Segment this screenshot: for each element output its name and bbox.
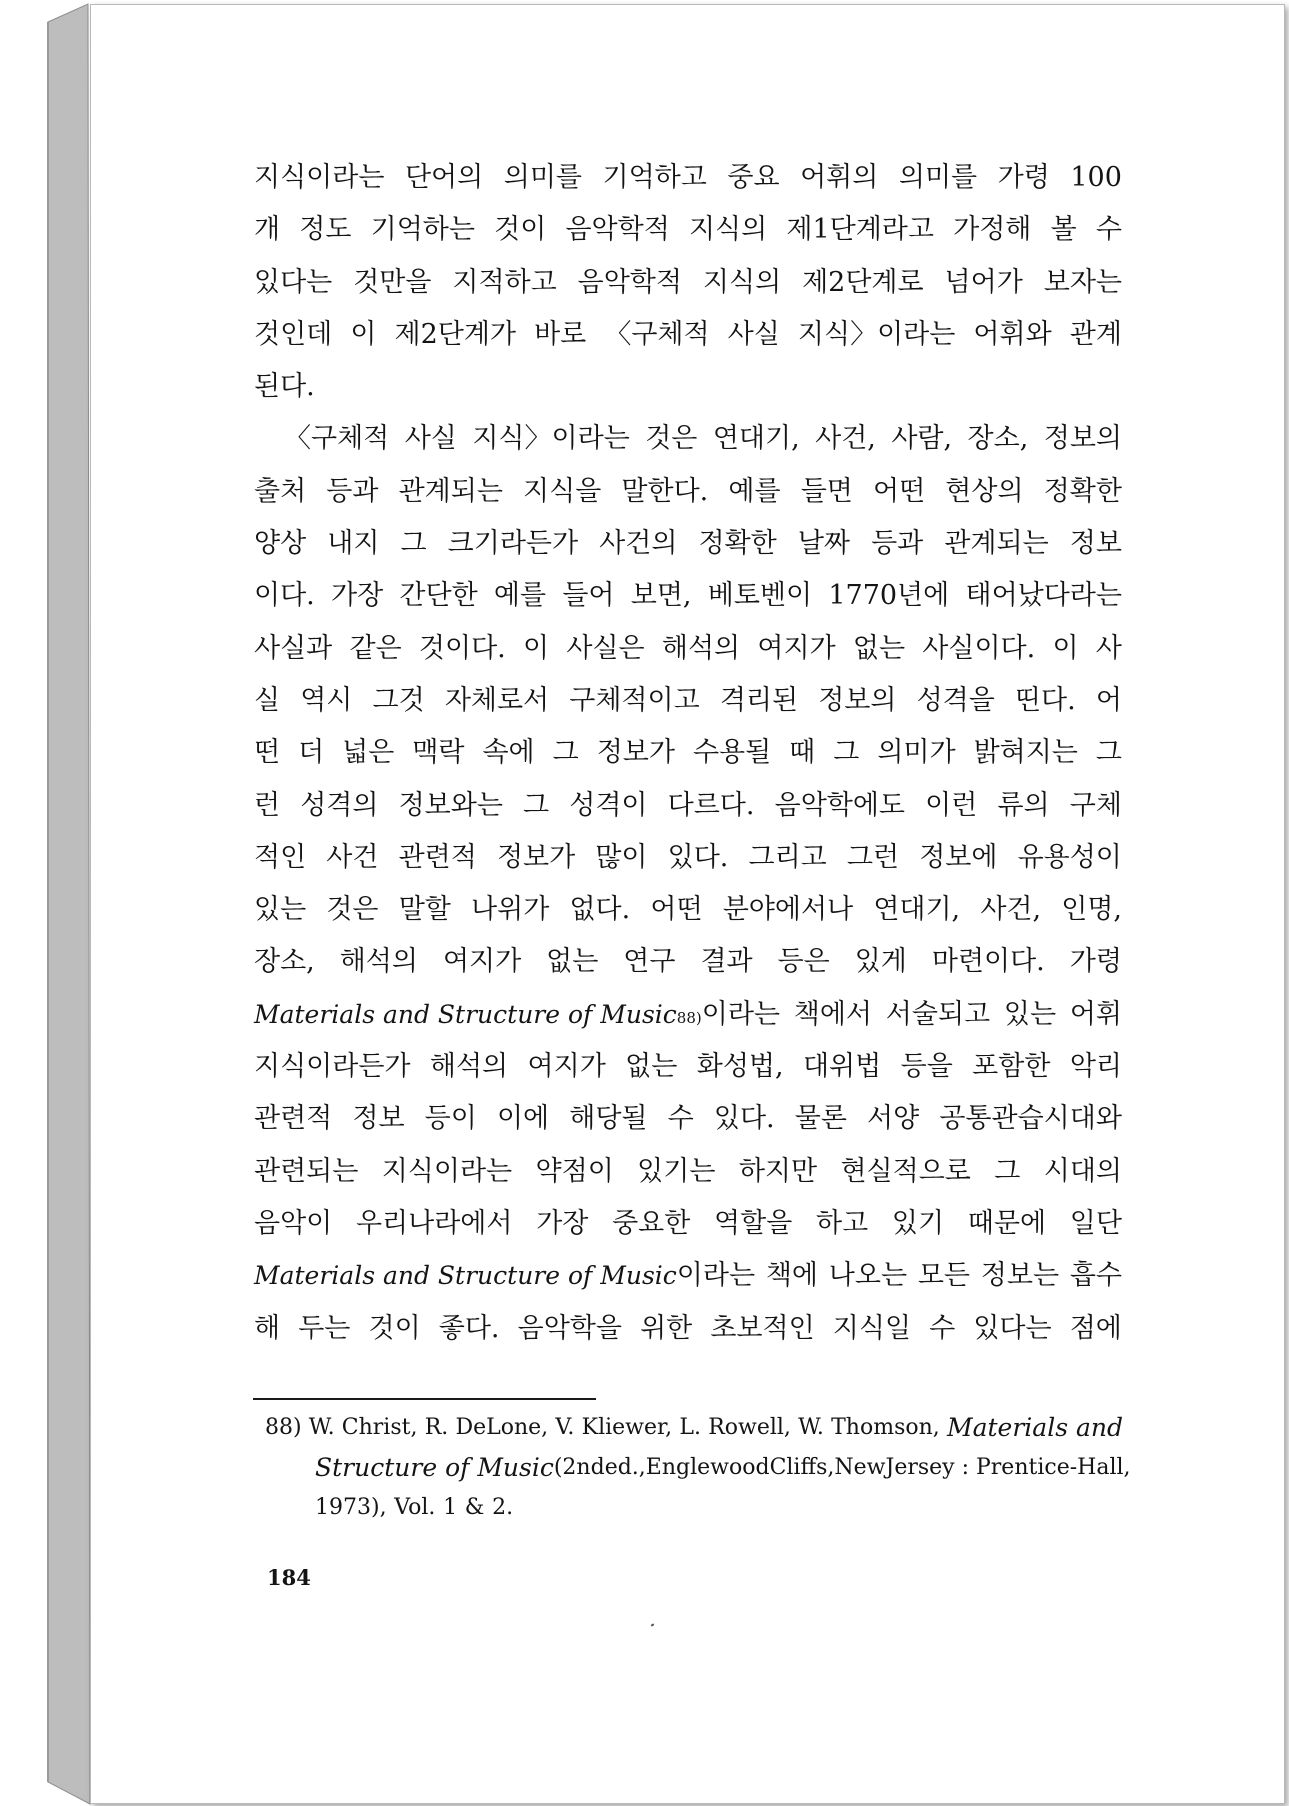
word: 개 [254, 214, 281, 246]
word: 관계되는 [398, 475, 503, 507]
word: 간단한 [399, 580, 478, 612]
footnote-word: New [834, 1455, 886, 1480]
word: 의미가 [877, 737, 956, 769]
word: 크기라든가 [447, 528, 579, 560]
word: 관계되는 [944, 528, 1049, 560]
word: 것이 [368, 1312, 421, 1344]
word: 베토벤이 [707, 580, 813, 612]
text-line [254, 518, 1122, 570]
word: 지식이라든가 [254, 1051, 411, 1083]
word: 떤 [254, 737, 281, 769]
word: 정보가 [596, 737, 675, 769]
word: 있기 [891, 1207, 945, 1239]
word: 띤다. [1014, 684, 1076, 716]
footnote-word: 1 [443, 1495, 458, 1520]
word: 있다. [713, 1103, 775, 1135]
word: 자체로서 [444, 684, 550, 716]
word: 가장 [536, 1207, 589, 1239]
footnote [265, 1408, 1131, 1528]
footnote-word: V. [555, 1415, 575, 1440]
word: 장소, [967, 423, 1029, 455]
word: 마련이다. [931, 946, 1045, 978]
footnote-word: Christ, [341, 1415, 418, 1440]
word: 태어났다라는 [965, 580, 1122, 612]
word: 수 [667, 1103, 694, 1135]
word: 대위법 [802, 1051, 882, 1083]
word: 예를 [728, 475, 781, 507]
word: 된다. [254, 371, 315, 403]
footnote-word: Englewood [645, 1455, 770, 1480]
word: 사실 [727, 318, 780, 350]
footnote-word: Jersey : Prentice-Hall, [885, 1455, 1131, 1480]
word: 말할 [398, 894, 451, 926]
text-line: Materials and Structure of Music 88) 이라는 책에서 서술되고 있는 어휘 [254, 989, 1122, 1041]
text-line [254, 884, 1122, 936]
word: 제2단계로 [802, 266, 924, 298]
footnote-word: Thomson, [831, 1415, 940, 1440]
word: 어휘와 [973, 318, 1052, 350]
footnote-rule [253, 1398, 596, 1400]
word: 수 [929, 1312, 956, 1344]
word: 없는 [625, 1051, 678, 1083]
word: 음악학적 [577, 266, 682, 298]
word: 역시 [300, 684, 353, 716]
word: 사건의 [599, 528, 678, 560]
word: 가령 [1069, 946, 1122, 978]
text-line [254, 1041, 1122, 1093]
word: 등이 [424, 1103, 477, 1135]
word: 물론 [794, 1103, 847, 1135]
word: 어떤 [650, 894, 703, 926]
footnote-word: & [464, 1495, 485, 1520]
word: 그 [1095, 737, 1122, 769]
word: 예를 [493, 580, 547, 612]
word: 없는 [852, 632, 906, 664]
word: 말한다. [621, 475, 709, 507]
word: 지적하고 [452, 266, 557, 298]
footnote-number: 88) [265, 1415, 302, 1440]
word: 나위가 [471, 894, 550, 926]
text-line [254, 936, 1122, 988]
footnote-word: L. [679, 1415, 701, 1440]
word: 그 [833, 737, 860, 769]
footnote-line [265, 1488, 1123, 1528]
word: 가장 [331, 580, 384, 612]
word: 넘어가 [944, 266, 1023, 298]
text-line [254, 570, 1122, 622]
word: 출처 [254, 475, 307, 507]
word: 등과 [326, 475, 379, 507]
word: 정보가 [496, 841, 576, 873]
word: 〈구체적 [284, 423, 390, 455]
footnote-book-title: Structure of Music [315, 1453, 554, 1482]
text-line [254, 361, 1122, 413]
word: 이런 [925, 789, 978, 821]
word: 해석의 [429, 1051, 509, 1083]
word: 관련적 [254, 1103, 333, 1135]
word: 그 [994, 1155, 1021, 1187]
word: 지식이라는 [381, 1155, 513, 1187]
word: 사건, [980, 894, 1042, 926]
word: 좋다. [438, 1312, 500, 1344]
word: 위한 [640, 1312, 693, 1344]
word: 있다. [667, 841, 729, 873]
word: 류의 [997, 789, 1050, 821]
footnote-word: R. [424, 1415, 449, 1440]
word: 런 [254, 789, 281, 821]
footnote-line [265, 1448, 1131, 1488]
word: 있는 [254, 894, 307, 926]
word: 지식을 [523, 475, 602, 507]
word: 같은 [349, 632, 402, 664]
word: 이 [1052, 632, 1079, 664]
word: 사 [1095, 632, 1122, 664]
text-line [254, 727, 1122, 779]
word: 사건, [815, 423, 876, 455]
word: 볼 [1050, 214, 1077, 246]
word: 정확한 [1043, 475, 1122, 507]
book-title: Materials and Structure of Music [254, 1261, 677, 1291]
word: 지식의 [688, 214, 768, 246]
word: 이에 [496, 1103, 550, 1135]
word: 해석의 [339, 946, 418, 978]
word: 정보 [1069, 528, 1122, 560]
word: 그것 [372, 684, 425, 716]
word: 지식이라는 [254, 162, 385, 193]
word: 것이 [494, 214, 547, 246]
word: 없다. [569, 894, 631, 926]
word: 정도 [299, 214, 352, 246]
word: 다르다. [667, 789, 755, 821]
word: 기억하는 [370, 214, 475, 246]
line-rest: 이라는 책에 나오는 모든 정보는 흡수 [676, 1260, 1122, 1292]
word: 맥락 [412, 737, 465, 769]
word: 공통관습시대와 [939, 1103, 1122, 1135]
word: 결과 [700, 946, 753, 978]
word: 정보의 [818, 684, 897, 716]
footnote-word: Rowell, [708, 1415, 791, 1440]
word: 사실은 [566, 632, 645, 664]
word: 성격을 [916, 684, 995, 716]
word: 있기는 [637, 1155, 716, 1187]
word: 것만을 [353, 266, 432, 298]
word: 것은 [645, 423, 698, 455]
footnote-book-title: Materials and [947, 1413, 1123, 1442]
footnote-word: Kliewer, [581, 1415, 673, 1440]
word: 이 [350, 318, 377, 350]
word: 악리 [1069, 1051, 1122, 1083]
word: 보면, [630, 580, 692, 612]
word: 있다는 [973, 1312, 1052, 1344]
word: 의미를 [503, 162, 582, 193]
word: 역할을 [714, 1207, 793, 1239]
word: 해당될 [569, 1103, 648, 1135]
word: 밝혀지는 [973, 737, 1078, 769]
word: 것이다. [418, 632, 506, 664]
word: 성격이 [569, 789, 648, 821]
footnote-word: 2. [492, 1495, 514, 1520]
word: 여지가 [757, 632, 836, 664]
word: 내지 [327, 528, 380, 560]
word: 사실과 [254, 632, 333, 664]
text-line [254, 152, 1122, 204]
word: 음악학적 [565, 214, 670, 246]
word: 양상 [254, 528, 307, 560]
word: 그 [552, 737, 579, 769]
text-line [254, 1146, 1122, 1198]
word: 그 [400, 528, 427, 560]
word: 날짜 [797, 528, 850, 560]
text-line [254, 780, 1122, 832]
page-number: 184 [267, 1565, 311, 1590]
word: 연대기, [712, 423, 800, 455]
word: 해 [254, 1312, 281, 1344]
footnote-line [265, 1408, 1123, 1448]
word: 등을 [900, 1051, 953, 1083]
word: 속에 [482, 737, 535, 769]
word: 바로 [534, 318, 587, 350]
text-line [254, 1093, 1122, 1145]
word: 넓은 [342, 737, 395, 769]
word: 정보에 [919, 841, 998, 873]
word: 들어 [562, 580, 615, 612]
text-line [254, 832, 1122, 884]
word: 보자는 [1043, 266, 1122, 298]
word: 초보적인 [710, 1312, 815, 1344]
word: 음악학을 [517, 1312, 622, 1344]
word: 약점이 [535, 1155, 614, 1187]
word: 일단 [1069, 1207, 1122, 1239]
word: 연대기, [873, 894, 961, 926]
word: 성격의 [300, 789, 379, 821]
word: 지식〉이라는 [797, 318, 956, 350]
word: 그 [523, 789, 550, 821]
word: 것인데 [254, 318, 333, 350]
word: 시대의 [1043, 1155, 1122, 1187]
text-line [254, 204, 1122, 256]
word: 음악학에도 [774, 789, 906, 821]
text-line [254, 309, 1122, 361]
word: 유용성이 [1017, 841, 1122, 873]
text-line [254, 1303, 1122, 1355]
word: 중요한 [612, 1207, 691, 1239]
word: 정보의 [1043, 423, 1122, 455]
footnote-word: ed., [604, 1455, 646, 1480]
text-line [254, 623, 1122, 675]
word: 때문에 [967, 1207, 1047, 1239]
text-line [254, 1250, 1122, 1302]
word: 여지가 [527, 1051, 606, 1083]
word: 정보와는 [398, 789, 503, 821]
word: 정보 [352, 1103, 405, 1135]
footnote-word: 1973), [315, 1495, 387, 1520]
word: 지식일 [832, 1312, 912, 1344]
word: 연구 [623, 946, 676, 978]
word: 이 [523, 632, 550, 664]
word: 더 [298, 737, 325, 769]
word: 어휘의 [800, 162, 879, 193]
word: 제2단계가 [394, 318, 517, 350]
word: 하고 [816, 1207, 869, 1239]
word: 화성법, [696, 1051, 784, 1083]
word: 현상의 [945, 475, 1024, 507]
word: 해석의 [661, 632, 741, 664]
word: 100 [1070, 162, 1122, 193]
word: 구체적이고 [569, 684, 700, 716]
word: 사건 [326, 841, 379, 873]
word: 장소, [254, 946, 315, 978]
word: 단어의 [404, 162, 484, 193]
word: 격리된 [719, 684, 799, 716]
text-line [254, 257, 1122, 309]
word: 기억하고 [602, 162, 707, 193]
word: 서양 [867, 1103, 920, 1135]
line-rest: 이라는 책에서 서술되고 있는 어휘 [701, 998, 1122, 1030]
word: 현실적으로 [840, 1155, 971, 1187]
word: 수 [1095, 214, 1122, 246]
word: 어떤 [872, 475, 926, 507]
word: 이다. [254, 580, 315, 612]
word: 여지가 [442, 946, 522, 978]
word: 분야에서나 [722, 894, 854, 926]
word: 중요 [727, 162, 780, 193]
word: 가령 [997, 162, 1050, 193]
footnote-word: W. [798, 1415, 824, 1440]
text-line [254, 413, 1122, 465]
word: 등은 [777, 946, 830, 978]
footnote-word: Vol. [394, 1495, 436, 1520]
body-text [254, 152, 1122, 1355]
word: 것은 [326, 894, 379, 926]
word: 의미를 [898, 162, 978, 193]
footnote-word: (2nd [553, 1455, 605, 1480]
word: 적인 [254, 841, 307, 873]
word: 제1단계라고 [786, 214, 934, 246]
word: 1770년에 [828, 580, 950, 612]
word: 두는 [298, 1312, 351, 1344]
word: 정확한 [698, 528, 777, 560]
word: 관계 [1069, 318, 1122, 350]
word: 사실 [404, 423, 457, 455]
footnote-word: Cliffs, [769, 1455, 835, 1480]
word: 점에 [1069, 1312, 1122, 1344]
word: 〈구체적 [604, 318, 710, 350]
word: 수용될 [692, 737, 772, 769]
word: 그런 [846, 841, 900, 873]
word: 지식〉이라는 [472, 423, 630, 455]
text-line [254, 675, 1122, 727]
word: 있게 [854, 946, 907, 978]
word: 사람, [891, 423, 953, 455]
word: 포함한 [972, 1051, 1051, 1083]
text-line [254, 1198, 1122, 1250]
word: 그리고 [748, 841, 827, 873]
book-title: Materials and Structure of Music [254, 999, 677, 1029]
word: 때 [789, 737, 816, 769]
word: 어 [1095, 684, 1122, 716]
word: 없는 [546, 946, 599, 978]
footnote-word: DeLone, [455, 1415, 549, 1440]
word: 들면 [800, 475, 853, 507]
word: 관련적 [398, 841, 477, 873]
word: 구체 [1069, 789, 1122, 821]
word: 많이 [595, 841, 648, 873]
word: 우리나라에서 [355, 1207, 513, 1239]
word: 실 [254, 684, 281, 716]
word: 가정해 [953, 214, 1032, 246]
footnote-word: W. [308, 1415, 335, 1440]
text-line [254, 466, 1122, 518]
word: 인명, [1061, 894, 1122, 926]
word: 등과 [871, 528, 924, 560]
word: 있다는 [254, 266, 333, 298]
word: 하지만 [738, 1155, 818, 1187]
word: 관련되는 [254, 1155, 359, 1187]
word: 음악이 [254, 1207, 333, 1239]
word: 사실이다. [922, 632, 1036, 664]
word: 지식의 [702, 266, 782, 298]
